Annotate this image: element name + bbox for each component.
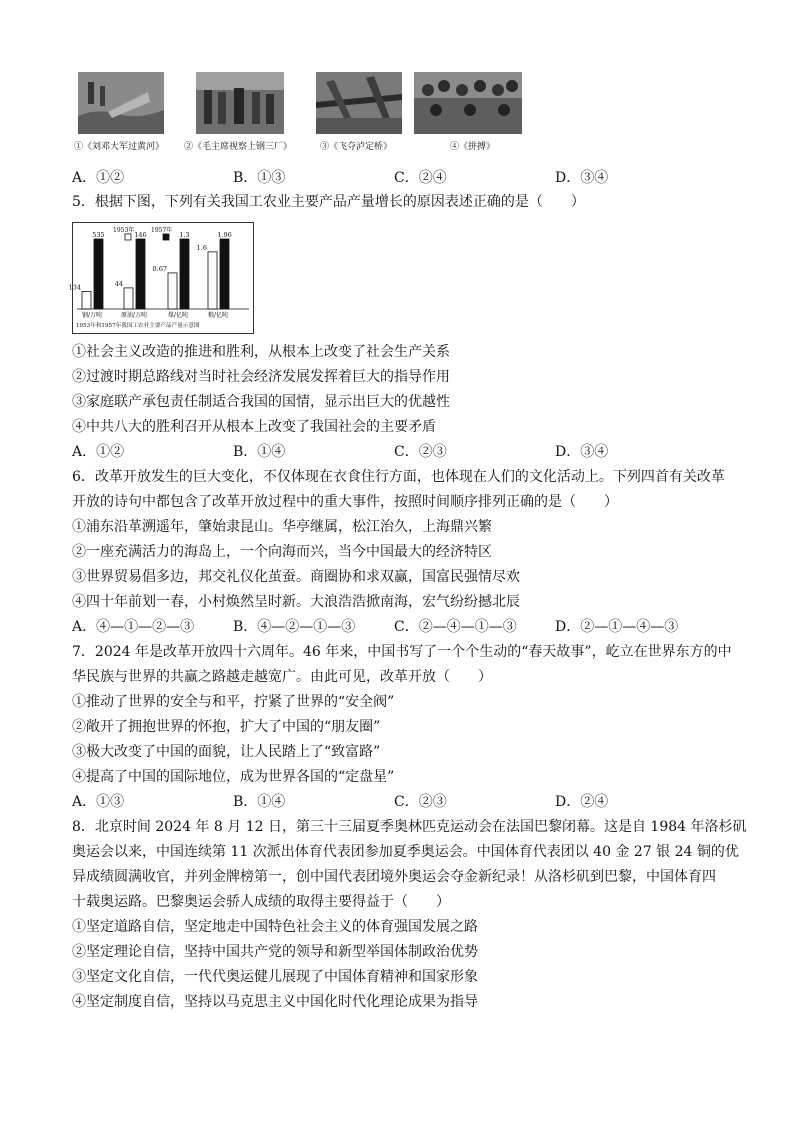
bar-value-label-1953-3: 1.6 (196, 243, 207, 252)
q7-item-1: ①推动了世界的安全与和平，拧紧了世界的“安全阀” (72, 694, 395, 710)
q6-item-4: ④四十年前划一春，小村焕然呈时新。大浪浩浩掀南海，宏气纷纷撼北辰 (72, 594, 520, 610)
photo-mao-steel-plant (196, 72, 284, 134)
photo-caption-3: ③《飞夺泸定桥》 (320, 142, 393, 152)
bar-1953-3 (208, 252, 217, 309)
bar-value-label-1957-3: 1.96 (217, 231, 232, 239)
q5-option-b[interactable]: B．①④ (233, 444, 286, 460)
q4-option-d[interactable]: D．③④ (555, 170, 609, 186)
legend-swatch-1953 (125, 234, 131, 240)
q6-options (72, 617, 732, 637)
category-label-3: 粮/亿吨 (207, 312, 229, 319)
q7-option-c[interactable]: C．②③ (394, 794, 447, 810)
q7-item-4: ④提高了中国的国际地位，成为世界各国的“定盘星” (72, 769, 395, 785)
chart-title: 1953年和1957年我国工农业主要产品产量示意图 (76, 323, 200, 329)
legend-label-1953: 1953年 (113, 227, 135, 234)
q4-option-b[interactable]: B．①③ (233, 170, 286, 186)
bar-1957-3 (220, 239, 229, 309)
category-label-0: 钢/万吨 (81, 312, 103, 319)
bar-value-label-1953-1: 44 (114, 279, 123, 288)
q7-stem-line-1: 7．2024 年是改革开放四十六周年。46 年来，中国书写了一个个生动的“春天故事”，屹立在世界东方的中 (72, 644, 732, 660)
bar-1953-2 (168, 273, 177, 309)
bar-1957-2 (180, 239, 189, 309)
bar-1953-0 (82, 291, 91, 309)
q7-option-a[interactable]: A．①③ (72, 794, 125, 810)
q8-stem-line-4: 十载奥运路。巴黎奥运会骄人成绩的取得主要得益于（ ） (72, 894, 450, 910)
category-label-2: 煤/亿吨 (167, 312, 189, 319)
bar-value-label-1953-2: 0.67 (152, 264, 167, 273)
bar-value-label-1957-0: 535 (92, 231, 105, 239)
q6-option-b[interactable]: B．④—②—①—③ (233, 619, 356, 635)
bar-1953-1 (124, 288, 133, 309)
q6-item-1: ①浦东沿革溯遥年，肇始隶昆山。华亭继属，松江治久，上海鼎兴繁 (72, 519, 492, 535)
legend-label-1957: 1957年 (151, 227, 173, 234)
photo-liu-deng-army (78, 72, 164, 134)
q5-options (72, 442, 732, 462)
photo-caption-4: ④《拼搏》 (450, 142, 496, 152)
q6-option-c[interactable]: C．②—④—①—③ (394, 619, 517, 635)
q6-item-3: ③世界贸易倡多边，邦交礼仪化茧蚕。商圈协和求双赢，国富民强情尽欢 (72, 569, 520, 585)
q6-option-d[interactable]: D．②—①—④—③ (555, 619, 679, 635)
q4-option-c[interactable]: C．②④ (394, 170, 447, 186)
production-chart-svg (68, 223, 253, 333)
q6-stem-line-1: 6．改革开放发生的巨大变化，不仅体现在衣食住行方面，也体现在人们的文化活动上。下列四首有关改革 (72, 469, 725, 485)
q8-stem-line-2: 奥运会以来，中国连续第 11 次派出体育代表团参加夏季奥运会。中国体育代表团以 40 金 27 银 24 铜的优 (72, 844, 739, 860)
q8-item-1: ①坚定道路自信，坚定地走中国特色社会主义的体育强国发展之路 (72, 919, 478, 935)
bar-1957-1 (136, 239, 145, 309)
q8-stem-line-3: 异成绩圆满收官，并列金牌榜第一，创中国代表团境外奥运会夺金新纪录！从洛杉矶到巴黎，中国体育四 (72, 869, 716, 885)
q4-options (72, 168, 732, 188)
q7-options (72, 792, 732, 812)
q5-item-3: ③家庭联产承包责任制适合我国的国情，显示出巨大的优越性 (72, 394, 450, 410)
q6-stem-line-2: 开放的诗句中都包含了改革开放过程中的重大事件，按照时间顺序排列正确的是（ ） (72, 494, 618, 510)
legend-swatch-1957 (163, 234, 169, 240)
photo-struggle (414, 72, 522, 134)
production-chart (68, 222, 254, 334)
q4-option-a[interactable]: A．①② (72, 170, 125, 186)
q7-item-3: ③极大改变了中国的面貌，让人民踏上了“致富路” (72, 744, 381, 760)
q5-option-c[interactable]: C．②③ (394, 444, 447, 460)
q7-item-2: ②敞开了拥抱世界的怀抱，扩大了中国的“朋友圈” (72, 719, 381, 735)
q5-item-4: ④中共八大的胜利召开从根本上改变了我国社会的主要矛盾 (72, 419, 436, 435)
q8-item-3: ③坚定文化自信，一代代奥运健儿展现了中国体育精神和国家形象 (72, 969, 478, 985)
photo-caption-2: ②《毛主席视察上钢三厂》 (184, 142, 293, 152)
q5-stem: 5．根据下图，下列有关我国工农业主要产品产量增长的原因表述正确的是（ ） (72, 194, 585, 210)
q7-option-d[interactable]: D．②④ (555, 794, 609, 810)
q5-item-1: ①社会主义改造的推进和胜利，从根本上改变了社会生产关系 (72, 344, 450, 360)
bar-value-label-1953-0: 134 (68, 283, 81, 292)
photo-luding-bridge (316, 72, 402, 134)
photo-caption-1: ①《刘邓大军过黄河》 (74, 142, 165, 152)
q6-option-a[interactable]: A．④—①—②—③ (72, 619, 195, 635)
q7-stem-line-2: 华民族与世界的共赢之路越走越宽广。由此可见，改革开放（ ） (72, 669, 492, 685)
q8-item-4: ④坚定制度自信，坚持以马克思主义中国化时代化理论成果为指导 (72, 994, 478, 1010)
q7-option-b[interactable]: B．①④ (233, 794, 286, 810)
bar-value-label-1957-1: 146 (134, 231, 147, 239)
q5-option-a[interactable]: A．①② (72, 444, 125, 460)
bar-1957-0 (94, 239, 103, 309)
q5-option-d[interactable]: D．③④ (555, 444, 609, 460)
category-label-1: 原油/万吨 (120, 312, 148, 319)
q6-item-2: ②一座充满活力的海岛上，一个向海而兴，当今中国最大的经济特区 (72, 544, 492, 560)
bar-value-label-1957-2: 1.3 (179, 231, 190, 239)
q5-item-2: ②过渡时期总路线对当时社会经济发展发挥着巨大的指导作用 (72, 369, 450, 385)
q8-stem-line-1: 8．北京时间 2024 年 8 月 12 日，第三十三届夏季奥林匹克运动会在法国巴黎闭幕。这是自 1984 年洛杉矶 (72, 819, 747, 835)
q8-item-2: ②坚定理论自信，坚持中国共产党的领导和新型举国体制政治优势 (72, 944, 478, 960)
